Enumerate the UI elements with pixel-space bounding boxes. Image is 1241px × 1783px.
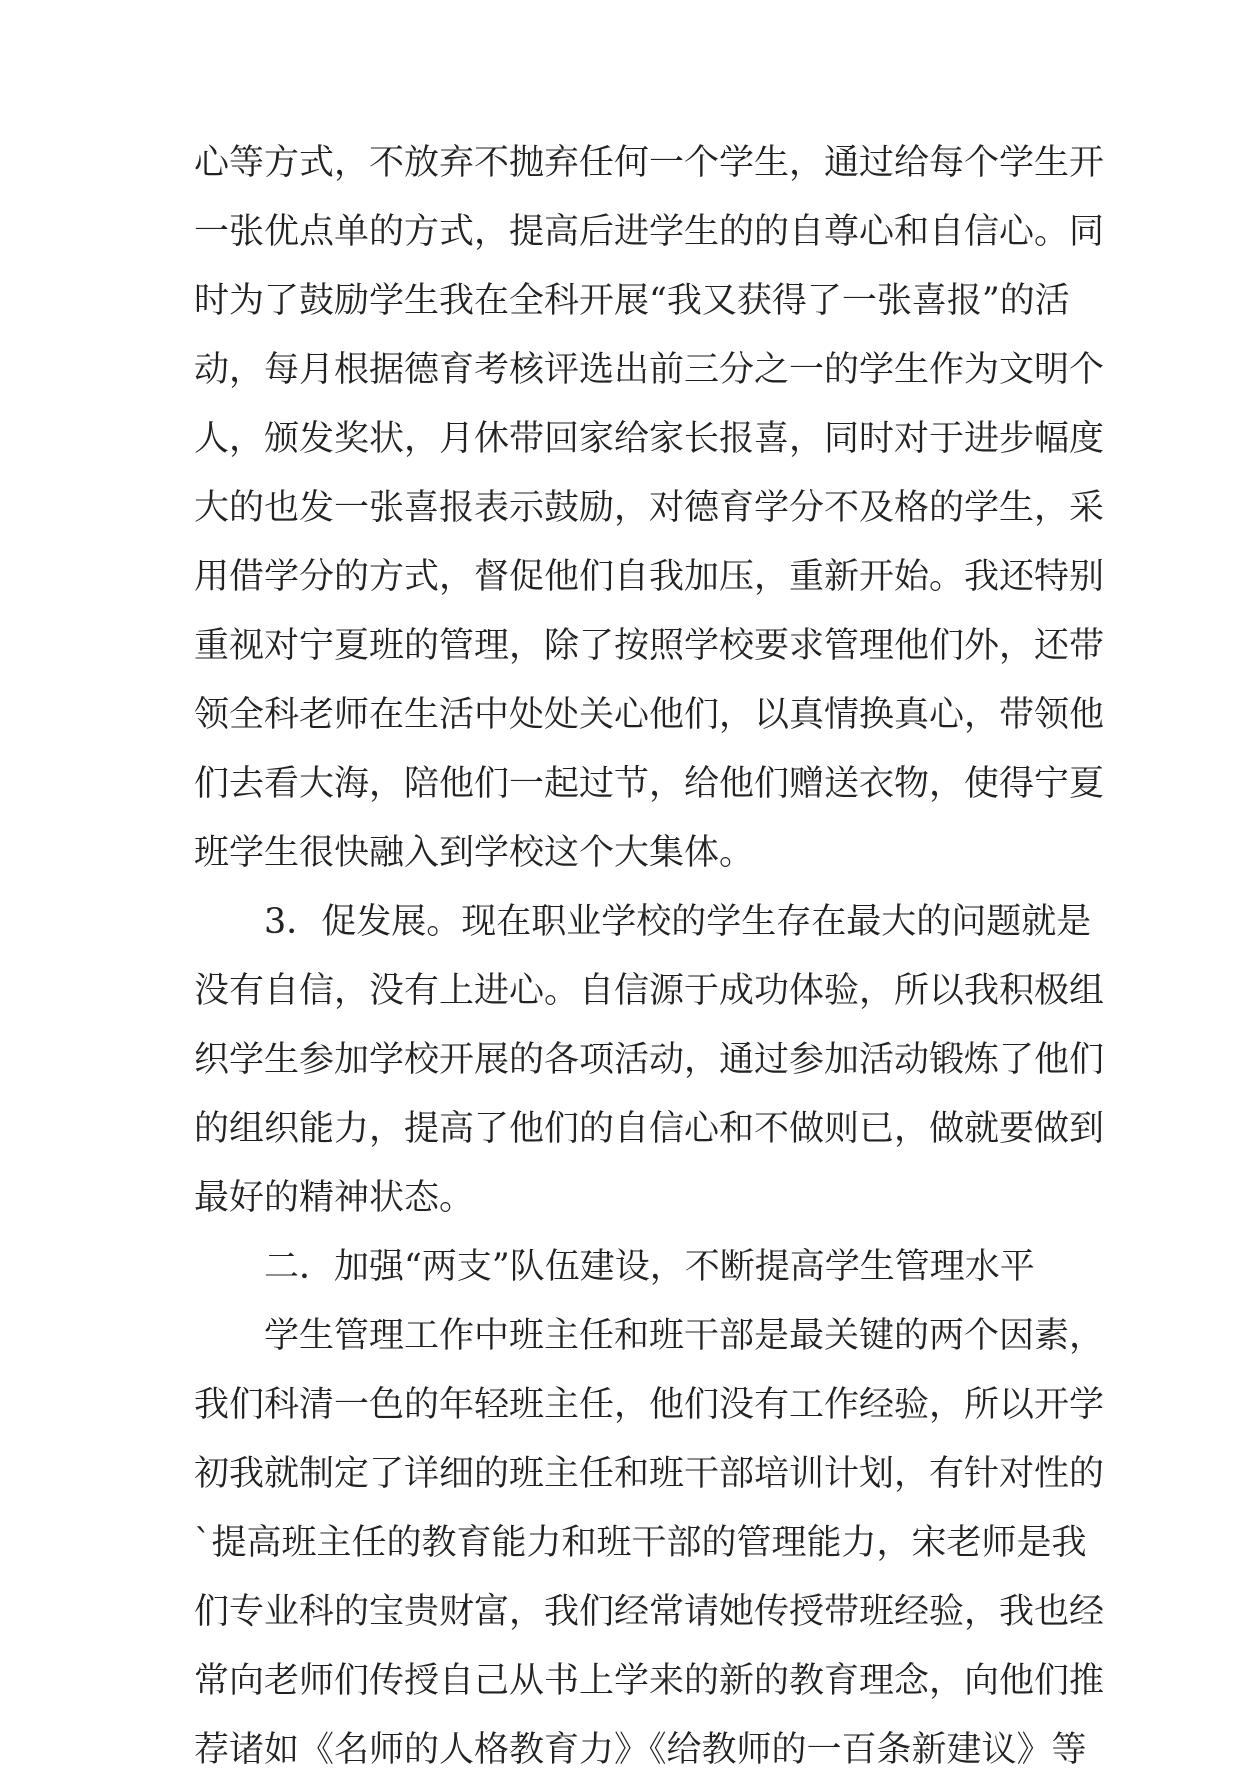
paragraph-line: 班学生很快融入到学校这个大集体。: [194, 833, 755, 873]
paragraph-line: 时为了鼓励学生我在全科开展“我又获得了一张喜报”的活: [194, 281, 1070, 321]
paragraph-line: 一张优点单的方式，提高后进学生的的自尊心和自信心。同: [194, 212, 1105, 252]
paragraph-line: 的组织能力，提高了他们的自信心和不做则已，做就要做到: [194, 1109, 1105, 1149]
paragraph-line: `提高班主任的教育能力和班干部的管理能力，宋老师是我: [194, 1523, 1087, 1563]
paragraph-line: 大的也发一张喜报表示鼓励，对德育学分不及格的学生，采: [194, 488, 1105, 528]
paragraph-line: 常向老师们传授自己从书上学来的新的教育理念，向他们推: [194, 1661, 1105, 1701]
paragraph-line: 心等方式，不放弃不抛弃任何一个学生，通过给每个学生开: [194, 143, 1105, 183]
paragraph-line: 最好的精神状态。: [194, 1178, 475, 1218]
paragraph-line: 们去看大海，陪他们一起过节，给他们赠送衣物，使得宁夏: [194, 764, 1105, 804]
section-heading: 二．加强“两支”队伍建设，不断提高学生管理水平: [264, 1247, 1035, 1287]
paragraph-line: 我们科清一色的年轻班主任，他们没有工作经验，所以开学: [194, 1385, 1105, 1425]
paragraph-line: 重视对宁夏班的管理，除了按照学校要求管理他们外，还带: [194, 626, 1105, 666]
paragraph-line: 们专业科的宝贵财富，我们经常请她传授带班经验，我也经: [194, 1592, 1105, 1632]
paragraph-line: 动，每月根据德育考核评选出前三分之一的学生作为文明个: [194, 350, 1105, 390]
paragraph-line: 学生管理工作中班主任和班干部是最关键的两个因素，: [264, 1316, 1105, 1356]
paragraph-line: 荐诸如《名师的人格教育力》《给教师的一百条新建议》等: [194, 1730, 1087, 1770]
paragraph-line: 织学生参加学校开展的各项活动，通过参加活动锻炼了他们: [194, 1040, 1105, 1080]
paragraph-line: 人，颁发奖状，月休带回家给家长报喜，同时对于进步幅度: [194, 419, 1105, 459]
paragraph-line: 领全科老师在生活中处处关心他们，以真情换真心，带领他: [194, 695, 1105, 735]
paragraph-line: 没有自信，没有上进心。自信源于成功体验，所以我积极组: [194, 971, 1105, 1011]
paragraph-line: 3．促发展。现在职业学校的学生存在最大的问题就是: [264, 902, 1092, 942]
paragraph-line: 用借学分的方式，督促他们自我加压，重新开始。我还特别: [194, 557, 1105, 597]
paragraph-line: 初我就制定了详细的班主任和班干部培训计划，有针对性的: [194, 1454, 1105, 1494]
